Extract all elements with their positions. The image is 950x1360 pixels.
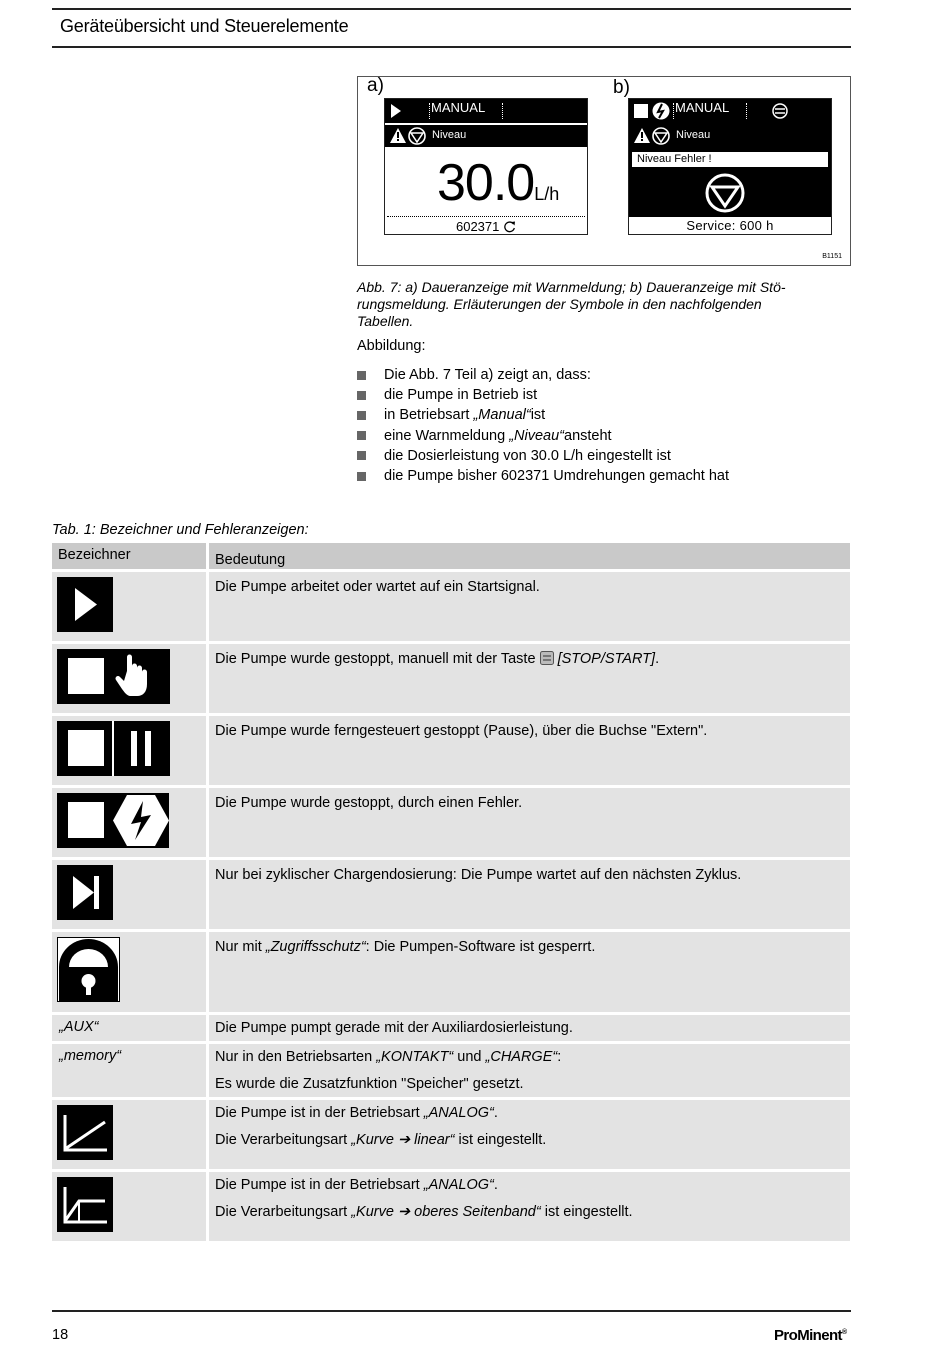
curve-upper-band-icon	[57, 1177, 113, 1232]
list-item: die Pumpe bisher 602371 Umdrehungen gemacht hat	[357, 466, 729, 486]
table-row: Die Pumpe ist in der Betriebsart „ANALOG“. Die Verarbeitungsart „Kurve ➔ oberes Seitenband“ ist eingestellt.	[52, 1172, 850, 1241]
display-b-mode: MANUAL	[675, 100, 730, 115]
stop-icon	[634, 104, 648, 118]
display-a-counter: 602371	[385, 219, 587, 234]
figure-caption: Abb. 7: a) Daueranzeige mit Warnmeldung; b) Daueranzeige mit Stö- rungsmeldung. Erläuterungen der Symbole in den nachfolgenden Tabellen.	[357, 279, 786, 329]
footer-rule	[52, 1310, 851, 1312]
table-caption: Tab. 1: Bezeichner und Fehleranzeigen:	[52, 522, 309, 538]
warning-icon	[390, 128, 406, 143]
table-row: Nur mit „Zugriffsschutz“: Die Pumpen-Software ist gesperrt.	[52, 932, 850, 1012]
col-header-bezeichner: Bezeichner	[52, 543, 206, 569]
header-rule-bottom	[52, 46, 851, 48]
table-row: Die Pumpe wurde gestoppt, manuell mit der Taste [STOP/START].	[52, 644, 850, 713]
display-b-error-box: Niveau Fehler !	[631, 151, 829, 168]
stop-pause-icon	[57, 721, 170, 776]
list-item: Die Abb. 7 Teil a) zeigt an, dass:	[357, 365, 729, 385]
table-header	[52, 543, 850, 569]
display-b-warning-bar	[629, 125, 831, 147]
page-title: Geräteübersicht und Steuerelemente	[60, 16, 349, 36]
warning-icon	[634, 128, 650, 143]
col-header-bedeutung: Bedeutung	[209, 543, 850, 569]
display-a-warning-text: Niveau	[432, 129, 467, 141]
play-icon	[391, 104, 401, 118]
display-a	[384, 98, 588, 235]
list-item: die Pumpe in Betrieb ist	[357, 385, 729, 405]
display-a-value: 30.0L/h	[437, 154, 560, 212]
table-row: Die Pumpe arbeitet oder wartet auf ein Startsignal.	[52, 572, 850, 641]
label-aux: „AUX“	[52, 1015, 206, 1041]
display-a-warning-bar	[385, 125, 587, 147]
table-row: Die Pumpe ist in der Betriebsart „ANALOG“. Die Verarbeitungsart „Kurve ➔ linear“ ist eingestellt.	[52, 1100, 850, 1169]
level-fault-large-icon	[704, 173, 746, 213]
play-icon	[57, 577, 113, 632]
stop-hand-icon	[57, 649, 170, 704]
display-b-top-bar	[629, 99, 831, 123]
label-memory: „memory“	[52, 1044, 206, 1097]
table-row: Die Pumpe wurde ferngesteuert gestoppt (Pause), über die Buchse "Extern".	[52, 716, 850, 785]
stop-start-key-icon	[540, 651, 554, 665]
service-icon	[772, 103, 788, 119]
lock-icon	[57, 937, 120, 1002]
skip-next-icon	[57, 865, 113, 920]
bullet-list	[357, 365, 729, 486]
page-number: 18	[52, 1327, 69, 1343]
table-row: Die Pumpe wurde gestoppt, durch einen Fehler.	[52, 788, 850, 857]
symbol-table	[52, 543, 850, 1244]
list-item: eine Warnmeldung „Niveau“ ansteht	[357, 426, 729, 446]
stop-fault-icon	[57, 793, 169, 848]
figure-label-b: b)	[613, 77, 630, 98]
figure-code: B1151	[822, 253, 842, 260]
table-row: „AUX“ Die Pumpe pumpt gerade mit der Auxiliardosierleistung.	[52, 1015, 850, 1041]
display-b-warning-text: Niveau	[676, 129, 711, 141]
figure-displays	[357, 76, 851, 266]
display-b-service: Service: 600 h	[629, 217, 831, 235]
header-rule-top	[52, 8, 851, 10]
brand-logo: ProMinent®	[774, 1327, 847, 1344]
figure-label-a: a)	[367, 75, 384, 96]
refresh-icon	[503, 220, 516, 233]
display-a-top-bar	[385, 99, 587, 123]
abbildung-label: Abbildung:	[357, 338, 426, 354]
level-icon	[652, 127, 670, 145]
display-b	[628, 98, 832, 235]
list-item: die Dosierleistung von 30.0 L/h eingestellt ist	[357, 446, 729, 466]
level-icon	[408, 127, 426, 145]
fault-icon	[652, 102, 670, 120]
display-a-unit: L/h	[534, 184, 560, 204]
curve-linear-icon	[57, 1105, 113, 1160]
display-a-mode: MANUAL	[431, 100, 486, 115]
table-row: „memory“ Nur in den Betriebsarten „KONTAKT“ und „CHARGE“: Es wurde die Zusatzfunktion "Speicher" gesetzt.	[52, 1044, 850, 1097]
table-row: Nur bei zyklischer Chargendosierung: Die Pumpe wartet auf den nächsten Zyklus.	[52, 860, 850, 929]
list-item: in Betriebsart „Manual“ ist	[357, 405, 729, 425]
